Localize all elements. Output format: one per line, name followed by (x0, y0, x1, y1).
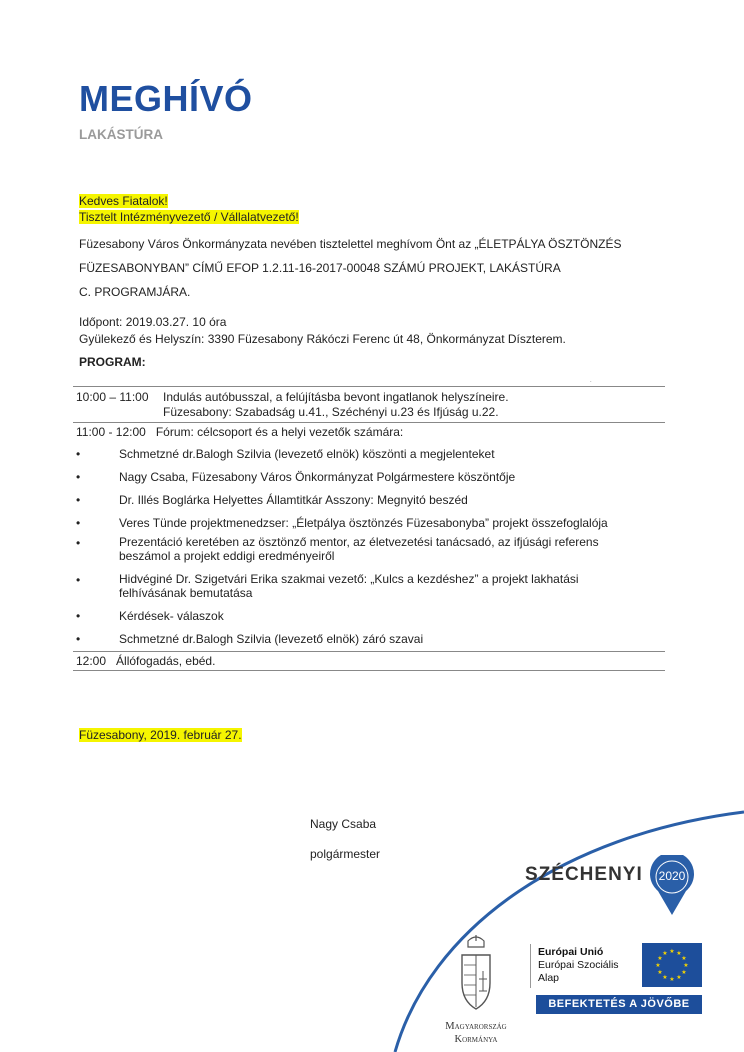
bullet-marker: • (76, 609, 81, 623)
svg-text:★: ★ (669, 976, 675, 983)
svg-text:★: ★ (676, 950, 682, 957)
event-time: Időpont: 2019.03.27. 10 óra (79, 315, 227, 329)
document-date: Füzesabony, 2019. február 27. (79, 728, 242, 742)
greeting-block (79, 193, 299, 225)
svg-text:★: ★ (662, 974, 668, 981)
signer-title: polgármester (310, 847, 381, 861)
bullet-marker: • (76, 573, 81, 587)
szechenyi-pin-icon (648, 855, 696, 917)
bullet-marker: • (76, 516, 81, 530)
program-item-5: Prezentáció keretében az ösztönző mentor, az életvezetési tanácsadó, az ifjúsági referens beszámol a projekt eddigi eredményeiről (119, 535, 599, 563)
eu-line-3: Alap (538, 972, 560, 984)
bullet-marker: • (76, 632, 81, 646)
slogan-banner: BEFEKTETÉS A JÖVŐBE (536, 995, 702, 1014)
szechenyi-year: 2020 (658, 869, 686, 883)
program-item-3: Dr. Illés Boglárka Helyettes Államtitkár Asszony: Megnyitó beszéd (119, 493, 468, 507)
bullet-marker: • (76, 470, 81, 484)
program-rule-2 (73, 422, 665, 423)
bullet-marker: • (76, 493, 81, 507)
program-item-6: Hidvéginé Dr. Szigetvári Erika szakmai vezető: „Kulcs a kezdéshez” a projekt lakhatási felhívásának bemutatása (119, 572, 579, 600)
svg-text:★: ★ (676, 974, 682, 981)
program-rule-3 (73, 651, 665, 652)
intro-paragraph (79, 232, 639, 304)
greeting-line-1: Kedves Fiatalok! (79, 194, 168, 208)
eu-divider (530, 944, 531, 988)
svg-text:★: ★ (681, 969, 687, 976)
eu-line-1: Európai Unió (538, 946, 604, 958)
government-line-1: Magyarország (445, 1021, 507, 1032)
page-subtitle: LAKÁSTÚRA (79, 127, 163, 142)
program-row-1-line-1: Indulás autóbusszal, a felújításba bevont ingatlanok helyszíneire. (163, 390, 509, 404)
svg-text:★: ★ (657, 955, 663, 962)
greeting-line-2: Tisztelt Intézményvezető / Vállalatvezető! (79, 210, 299, 224)
program-item-4: Veres Tünde projektmenedzser: „Életpálya ösztönzés Füzesabonyba” projekt összefoglalója (119, 516, 608, 530)
eu-flag-icon (642, 943, 702, 987)
signer-name: Nagy Csaba (310, 817, 377, 831)
coat-of-arms-icon (457, 935, 495, 1017)
program-item-2: Nagy Csaba, Füzesabony Város Önkormányzat Polgármestere köszöntője (119, 470, 516, 484)
program-row-3: 12:00 Állófogadás, ebéd. (76, 654, 216, 668)
svg-text:★: ★ (657, 969, 663, 976)
program-row-2: 11:00 - 12:00 Fórum: célcsoport és a helyi vezetők számára: (76, 425, 404, 439)
program-row-1-line-2: Füzesabony: Szabadság u.41., Széchényi u.23 és Ifjúság u.22. (163, 405, 499, 419)
program-item-8: Schmetzné dr.Balogh Szilvia (levezető elnök) záró szavai (119, 632, 424, 646)
event-place: Gyülekező és Helyszín: 3390 Füzesabony Rákóczi Ferenc út 48, Önkormányzat Díszterem. (79, 332, 566, 346)
svg-text:★: ★ (662, 950, 668, 957)
program-heading: PROGRAM: (79, 355, 146, 369)
page-title: MEGHÍVÓ (79, 78, 253, 119)
intro-line-3: C. PROGRAMJÁRA. (79, 285, 191, 299)
svg-text:★: ★ (681, 955, 687, 962)
svg-text:★: ★ (683, 962, 689, 969)
program-item-7: Kérdések- válaszok (119, 609, 224, 623)
event-info (79, 314, 566, 348)
program-rule-bottom (73, 670, 665, 671)
eu-text-block (538, 946, 619, 985)
szechenyi-logo-text: SZÉCHENYI (525, 864, 643, 885)
program-row-1-time: 10:00 – 11:00 (76, 390, 149, 404)
intro-line-2: FÜZESABONYBAN” CÍMŰ EFOP 1.2.11-16-2017-00048 SZÁMÚ PROJEKT, LAKÁSTÚRA (79, 261, 561, 275)
government-line-2: Kormánya (454, 1034, 498, 1045)
bullet-marker: • (76, 447, 81, 461)
program-item-1: Schmetzné dr.Balogh Szilvia (levezető elnök) köszönti a megjelenteket (119, 447, 495, 461)
eu-line-2: Európai Szociális (538, 959, 619, 971)
government-logo-text (436, 1020, 516, 1046)
svg-text:★: ★ (655, 962, 661, 969)
intro-line-1: Füzesabony Város Önkormányzata nevében tisztelettel meghívom Önt az „ÉLETPÁLYA ÖSZTÖNZÉS (79, 237, 622, 251)
stray-dot: . (590, 378, 592, 384)
program-rule-top (73, 386, 665, 387)
bullet-marker: • (76, 536, 81, 550)
svg-text:★: ★ (669, 948, 675, 955)
